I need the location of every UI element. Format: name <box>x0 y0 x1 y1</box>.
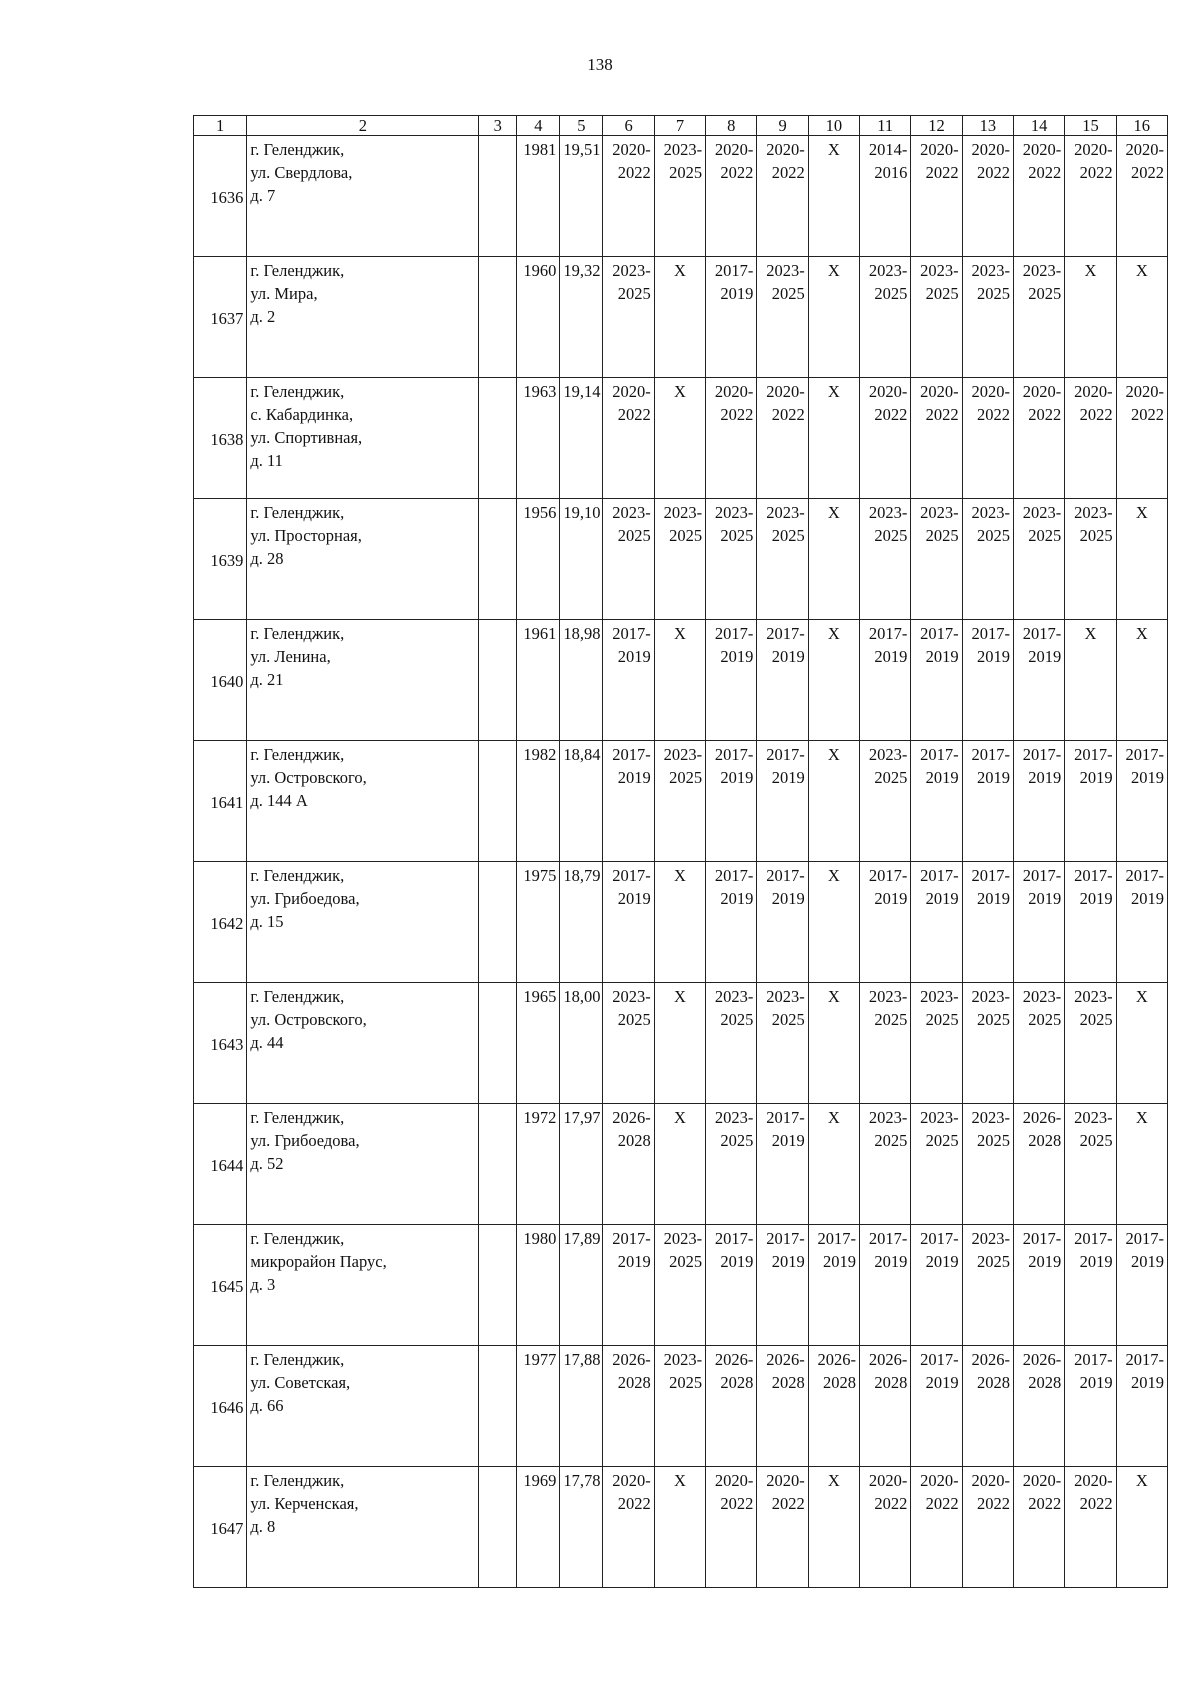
period-cell: X <box>808 620 859 741</box>
period-cell: 2023- 2025 <box>603 257 654 378</box>
period-cell: 2023- 2025 <box>654 741 705 862</box>
period-cell: 2017- 2019 <box>808 1225 859 1346</box>
value-cell: 17,78 <box>560 1467 603 1588</box>
period-cell: 2023- 2025 <box>1065 499 1116 620</box>
column-3-cell <box>479 378 517 499</box>
period-cell: 2023- 2025 <box>706 983 757 1104</box>
value-cell: 17,89 <box>560 1225 603 1346</box>
year-cell: 1981 <box>517 136 560 257</box>
period-cell: X <box>1116 1467 1167 1588</box>
year-cell: 1956 <box>517 499 560 620</box>
table-row <box>194 620 1168 741</box>
period-cell: 2017- 2019 <box>757 862 808 983</box>
table-row <box>194 862 1168 983</box>
period-cell: 2020- 2022 <box>603 1467 654 1588</box>
period-cell: 2020- 2022 <box>911 378 962 499</box>
table-row <box>194 1346 1168 1467</box>
address-cell: г. Геленджик, ул. Свердлова, д. 7 <box>247 136 479 257</box>
value-cell: 19,14 <box>560 378 603 499</box>
period-cell: 2023- 2025 <box>654 1225 705 1346</box>
header-row <box>194 116 1168 136</box>
row-number-cell: 1646 <box>194 1346 247 1467</box>
period-cell: 2017- 2019 <box>962 862 1013 983</box>
period-cell: 2020- 2022 <box>860 1467 911 1588</box>
period-cell: 2017- 2019 <box>911 620 962 741</box>
period-cell: X <box>808 862 859 983</box>
year-cell: 1982 <box>517 741 560 862</box>
period-cell: 2017- 2019 <box>757 741 808 862</box>
table-header <box>194 116 1168 136</box>
column-header: 3 <box>479 116 517 136</box>
period-cell: 2017- 2019 <box>757 1225 808 1346</box>
period-cell: 2020- 2022 <box>1065 1467 1116 1588</box>
column-header: 10 <box>808 116 859 136</box>
period-cell: X <box>808 257 859 378</box>
column-header: 7 <box>654 116 705 136</box>
address-cell: г. Геленджик, ул. Керченская, д. 8 <box>247 1467 479 1588</box>
period-cell: 2017- 2019 <box>757 1104 808 1225</box>
period-cell: 2017- 2019 <box>962 741 1013 862</box>
period-cell: 2020- 2022 <box>757 136 808 257</box>
column-3-cell <box>479 1225 517 1346</box>
value-cell: 19,32 <box>560 257 603 378</box>
column-header: 16 <box>1116 116 1167 136</box>
table-row <box>194 499 1168 620</box>
period-cell: 2020- 2022 <box>962 1467 1013 1588</box>
period-cell: X <box>808 983 859 1104</box>
column-header: 13 <box>962 116 1013 136</box>
column-header: 6 <box>603 116 654 136</box>
period-cell: X <box>654 257 705 378</box>
period-cell: 2017- 2019 <box>706 741 757 862</box>
address-cell: г. Геленджик, микрорайон Парус, д. 3 <box>247 1225 479 1346</box>
period-cell: 2023- 2025 <box>1013 499 1064 620</box>
period-cell: X <box>654 1104 705 1225</box>
period-cell: 2023- 2025 <box>654 136 705 257</box>
period-cell: 2023- 2025 <box>962 1225 1013 1346</box>
column-header: 5 <box>560 116 603 136</box>
value-cell: 19,10 <box>560 499 603 620</box>
period-cell: 2017- 2019 <box>860 620 911 741</box>
value-cell: 18,84 <box>560 741 603 862</box>
period-cell: 2020- 2022 <box>1013 378 1064 499</box>
period-cell: 2017- 2019 <box>1116 1225 1167 1346</box>
period-cell: 2023- 2025 <box>1013 257 1064 378</box>
column-header: 12 <box>911 116 962 136</box>
period-cell: 2017- 2019 <box>603 1225 654 1346</box>
period-cell: 2017- 2019 <box>911 741 962 862</box>
period-cell: 2026- 2028 <box>603 1346 654 1467</box>
value-cell: 18,98 <box>560 620 603 741</box>
period-cell: 2023- 2025 <box>757 257 808 378</box>
column-3-cell <box>479 1467 517 1588</box>
row-number-cell: 1637 <box>194 257 247 378</box>
period-cell: X <box>1116 1104 1167 1225</box>
period-cell: 2020- 2022 <box>757 378 808 499</box>
value-cell: 19,51 <box>560 136 603 257</box>
address-cell: г. Геленджик, с. Кабардинка, ул. Спортивная, д. 11 <box>247 378 479 499</box>
period-cell: 2020- 2022 <box>1013 136 1064 257</box>
period-cell: 2023- 2025 <box>962 499 1013 620</box>
row-number-cell: 1638 <box>194 378 247 499</box>
address-cell: г. Геленджик, ул. Просторная, д. 28 <box>247 499 479 620</box>
period-cell: 2023- 2025 <box>654 499 705 620</box>
period-cell: 2023- 2025 <box>860 257 911 378</box>
column-header: 4 <box>517 116 560 136</box>
table-body <box>194 136 1168 1588</box>
period-cell: 2017- 2019 <box>1065 1346 1116 1467</box>
address-cell: г. Геленджик, ул. Ленина, д. 21 <box>247 620 479 741</box>
column-3-cell <box>479 499 517 620</box>
housing-registry-table <box>193 115 1168 1588</box>
period-cell: 2017- 2019 <box>706 620 757 741</box>
page-number: 138 <box>587 55 613 74</box>
period-cell: 2020- 2022 <box>757 1467 808 1588</box>
value-cell: 17,97 <box>560 1104 603 1225</box>
address-cell: г. Геленджик, ул. Грибоедова, д. 15 <box>247 862 479 983</box>
address-cell: г. Геленджик, ул. Советская, д. 66 <box>247 1346 479 1467</box>
address-cell: г. Геленджик, ул. Грибоедова, д. 52 <box>247 1104 479 1225</box>
year-cell: 1963 <box>517 378 560 499</box>
period-cell: 2020- 2022 <box>860 378 911 499</box>
period-cell: 2023- 2025 <box>911 983 962 1104</box>
period-cell: 2023- 2025 <box>757 499 808 620</box>
period-cell: 2014- 2016 <box>860 136 911 257</box>
period-cell: 2020- 2022 <box>1116 378 1167 499</box>
column-header: 8 <box>706 116 757 136</box>
column-header: 11 <box>860 116 911 136</box>
period-cell: 2020- 2022 <box>1065 136 1116 257</box>
row-number-cell: 1644 <box>194 1104 247 1225</box>
period-cell: 2023- 2025 <box>962 1104 1013 1225</box>
row-number-cell: 1640 <box>194 620 247 741</box>
period-cell: X <box>1116 499 1167 620</box>
column-3-cell <box>479 257 517 378</box>
period-cell: 2017- 2019 <box>962 620 1013 741</box>
period-cell: 2020- 2022 <box>603 378 654 499</box>
period-cell: 2023- 2025 <box>911 499 962 620</box>
column-3-cell <box>479 862 517 983</box>
period-cell: 2020- 2022 <box>1013 1467 1064 1588</box>
period-cell: X <box>808 136 859 257</box>
column-header: 2 <box>247 116 479 136</box>
year-cell: 1980 <box>517 1225 560 1346</box>
period-cell: 2020- 2022 <box>706 136 757 257</box>
period-cell: 2023- 2025 <box>911 1104 962 1225</box>
period-cell: 2017- 2019 <box>860 862 911 983</box>
period-cell: 2020- 2022 <box>1116 136 1167 257</box>
period-cell: 2017- 2019 <box>603 741 654 862</box>
period-cell: 2020- 2022 <box>962 378 1013 499</box>
period-cell: 2020- 2022 <box>603 136 654 257</box>
column-3-cell <box>479 983 517 1104</box>
column-header: 15 <box>1065 116 1116 136</box>
period-cell: 2023- 2025 <box>1065 1104 1116 1225</box>
year-cell: 1977 <box>517 1346 560 1467</box>
period-cell: 2026- 2028 <box>603 1104 654 1225</box>
table-row <box>194 1104 1168 1225</box>
year-cell: 1969 <box>517 1467 560 1588</box>
period-cell: 2023- 2025 <box>603 983 654 1104</box>
year-cell: 1965 <box>517 983 560 1104</box>
column-3-cell <box>479 1104 517 1225</box>
period-cell: 2020- 2022 <box>962 136 1013 257</box>
column-header: 9 <box>757 116 808 136</box>
column-header: 1 <box>194 116 247 136</box>
period-cell: X <box>808 1467 859 1588</box>
row-number-cell: 1643 <box>194 983 247 1104</box>
period-cell: 2017- 2019 <box>706 862 757 983</box>
address-cell: г. Геленджик, ул. Островского, д. 44 <box>247 983 479 1104</box>
period-cell: 2017- 2019 <box>1013 741 1064 862</box>
year-cell: 1975 <box>517 862 560 983</box>
period-cell: X <box>654 378 705 499</box>
table-row <box>194 257 1168 378</box>
period-cell: X <box>808 741 859 862</box>
period-cell: 2026- 2028 <box>757 1346 808 1467</box>
period-cell: 2017- 2019 <box>757 620 808 741</box>
period-cell: 2023- 2025 <box>860 499 911 620</box>
table-row <box>194 741 1168 862</box>
period-cell: 2017- 2019 <box>706 257 757 378</box>
table-row <box>194 983 1168 1104</box>
period-cell: 2017- 2019 <box>911 862 962 983</box>
period-cell: 2020- 2022 <box>911 1467 962 1588</box>
period-cell: 2017- 2019 <box>1116 1346 1167 1467</box>
table-row <box>194 378 1168 499</box>
period-cell: 2017- 2019 <box>911 1346 962 1467</box>
period-cell: 2026- 2028 <box>706 1346 757 1467</box>
year-cell: 1972 <box>517 1104 560 1225</box>
period-cell: 2023- 2025 <box>962 257 1013 378</box>
period-cell: 2026- 2028 <box>808 1346 859 1467</box>
period-cell: 2017- 2019 <box>911 1225 962 1346</box>
period-cell: 2017- 2019 <box>860 1225 911 1346</box>
period-cell: 2023- 2025 <box>860 1104 911 1225</box>
column-3-cell <box>479 1346 517 1467</box>
period-cell: 2017- 2019 <box>1065 862 1116 983</box>
period-cell: 2017- 2019 <box>1116 862 1167 983</box>
period-cell: 2023- 2025 <box>603 499 654 620</box>
period-cell: 2023- 2025 <box>706 499 757 620</box>
value-cell: 17,88 <box>560 1346 603 1467</box>
period-cell: 2023- 2025 <box>860 741 911 862</box>
period-cell: 2023- 2025 <box>962 983 1013 1104</box>
column-header: 14 <box>1013 116 1064 136</box>
period-cell: 2020- 2022 <box>1065 378 1116 499</box>
period-cell: 2023- 2025 <box>911 257 962 378</box>
period-cell: 2023- 2025 <box>706 1104 757 1225</box>
row-number-cell: 1647 <box>194 1467 247 1588</box>
period-cell: 2023- 2025 <box>1065 983 1116 1104</box>
period-cell: 2026- 2028 <box>1013 1346 1064 1467</box>
period-cell: 2017- 2019 <box>603 620 654 741</box>
row-number-cell: 1639 <box>194 499 247 620</box>
period-cell: 2026- 2028 <box>1013 1104 1064 1225</box>
period-cell: X <box>654 620 705 741</box>
period-cell: 2020- 2022 <box>706 1467 757 1588</box>
period-cell: X <box>1116 620 1167 741</box>
period-cell: 2017- 2019 <box>603 862 654 983</box>
period-cell: 2017- 2019 <box>1013 620 1064 741</box>
address-cell: г. Геленджик, ул. Мира, д. 2 <box>247 257 479 378</box>
year-cell: 1961 <box>517 620 560 741</box>
value-cell: 18,79 <box>560 862 603 983</box>
period-cell: 2020- 2022 <box>911 136 962 257</box>
year-cell: 1960 <box>517 257 560 378</box>
period-cell: X <box>808 1104 859 1225</box>
row-number-cell: 1642 <box>194 862 247 983</box>
period-cell: X <box>654 862 705 983</box>
period-cell: X <box>808 499 859 620</box>
period-cell: 2020- 2022 <box>706 378 757 499</box>
period-cell: 2017- 2019 <box>1065 741 1116 862</box>
row-number-cell: 1641 <box>194 741 247 862</box>
period-cell: 2026- 2028 <box>962 1346 1013 1467</box>
row-number-cell: 1645 <box>194 1225 247 1346</box>
period-cell: X <box>654 983 705 1104</box>
column-3-cell <box>479 741 517 862</box>
column-3-cell <box>479 620 517 741</box>
period-cell: X <box>808 378 859 499</box>
column-3-cell <box>479 136 517 257</box>
table-row <box>194 1225 1168 1346</box>
row-number-cell: 1636 <box>194 136 247 257</box>
period-cell: 2023- 2025 <box>1013 983 1064 1104</box>
period-cell: 2023- 2025 <box>860 983 911 1104</box>
period-cell: 2017- 2019 <box>1065 1225 1116 1346</box>
period-cell: X <box>1116 257 1167 378</box>
period-cell: 2017- 2019 <box>1116 741 1167 862</box>
address-cell: г. Геленджик, ул. Островского, д. 144 А <box>247 741 479 862</box>
table-row <box>194 1467 1168 1588</box>
period-cell: 2023- 2025 <box>654 1346 705 1467</box>
period-cell: X <box>1116 983 1167 1104</box>
table-row <box>194 136 1168 257</box>
value-cell: 18,00 <box>560 983 603 1104</box>
period-cell: 2023- 2025 <box>757 983 808 1104</box>
period-cell: 2017- 2019 <box>1013 862 1064 983</box>
period-cell: X <box>654 1467 705 1588</box>
period-cell: 2017- 2019 <box>1013 1225 1064 1346</box>
period-cell: 2026- 2028 <box>860 1346 911 1467</box>
period-cell: 2017- 2019 <box>706 1225 757 1346</box>
period-cell: X <box>1065 257 1116 378</box>
period-cell: X <box>1065 620 1116 741</box>
